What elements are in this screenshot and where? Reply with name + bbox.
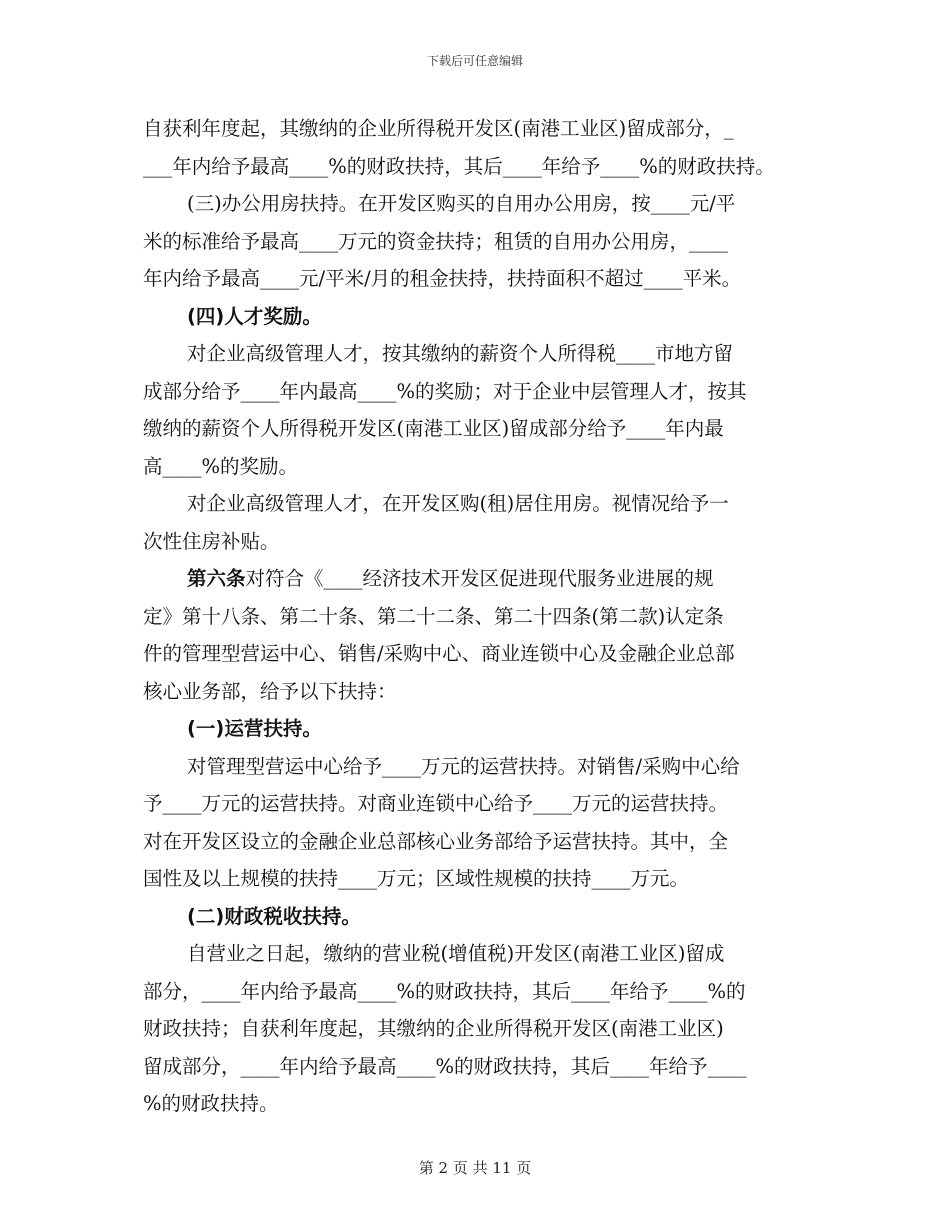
body-line-3: (三)办公用房扶持。在开发区购买的自用办公用房，按____元/平 bbox=[187, 192, 736, 215]
body-line-13: 对符合《____经济技术开发区促进现代服务业进展的规 bbox=[245, 567, 714, 590]
body-line-18: 对管理型营运中心给予____万元的运营扶持。对销售/采购中心给 bbox=[187, 754, 740, 778]
body-line-5: 年内给予最高____元/平米/月的租金扶持，扶持面积不超过____平米。 bbox=[143, 267, 742, 290]
body-line-11: 对企业高级管理人才，在开发区购(租)居住用房。视情况给予一 bbox=[187, 492, 729, 515]
article-6-label: 第六条 bbox=[187, 567, 246, 590]
body-line-4: 米的标准给予最高____万元的资金扶持；租赁的自用办公用房，____ bbox=[143, 229, 729, 253]
document-body bbox=[143, 110, 813, 1123]
article-6-line bbox=[143, 560, 813, 598]
body-line-14: 定》第十八条、第二十条、第二十二条、第二十四条(第二款)认定条 bbox=[143, 604, 724, 628]
body-line-12: 次性住房补贴。 bbox=[143, 529, 280, 553]
page-number: 第 2 页 共 11 页 bbox=[418, 1159, 532, 1177]
body-line-20: 对在开发区设立的金融企业总部核心业务部给予运营扶持。其中，全 bbox=[143, 829, 729, 853]
body-line-25: 财政扶持；自获利年度起，其缴纳的企业所得税开发区(南港工业区) bbox=[143, 1017, 724, 1040]
body-line-9: 缴纳的薪资个人所得税开发区(南港工业区)留成部分给予____年内最 bbox=[143, 417, 724, 440]
body-line-24: 部分，____年内给予最高____%的财政扶持，其后____年给予____%的 bbox=[143, 979, 746, 1003]
body-line-19: 予____万元的运营扶持。对商业连锁中心给予____万元的运营扶持。 bbox=[143, 792, 729, 815]
header-note: 下载后可任意编辑 bbox=[426, 54, 523, 68]
section-heading-talent: (四)人才奖励。 bbox=[187, 304, 322, 328]
section-heading-fiscal: (二)财政税收扶持。 bbox=[187, 904, 361, 928]
body-line-27: %的财政扶持。 bbox=[143, 1092, 279, 1115]
body-line-26: 留成部分，____年内给予最高____%的财政扶持，其后____年给予____ bbox=[143, 1054, 747, 1078]
body-line-1: 自获利年度起，其缴纳的企业所得税开发区(南港工业区)留成部分，_ bbox=[143, 117, 734, 140]
body-line-2: ___年内给予最高____%的财政扶持，其后____年给予____%的财政扶持。 bbox=[143, 154, 775, 178]
body-line-7: 对企业高级管理人才，按其缴纳的薪资个人所得税____市地方留 bbox=[187, 342, 734, 365]
section-heading-operations: (一)运营扶持。 bbox=[187, 717, 322, 740]
body-line-23: 自营业之日起，缴纳的营业税(增值税)开发区(南港工业区)留成 bbox=[187, 942, 725, 965]
body-line-21: 国性及以上规模的扶持____万元；区域性规模的扶持____万元。 bbox=[143, 867, 690, 890]
body-line-15: 件的管理型营运中心、销售/采购中心、商业连锁中心及金融企业总部 bbox=[143, 642, 735, 665]
body-line-16: 核心业务部，给予以下扶持： bbox=[143, 679, 397, 703]
body-line-10: 高____%的奖励。 bbox=[143, 454, 299, 478]
body-line-8: 成部分给予____年内最高____%的奖励；对于企业中层管理人才，按其 bbox=[143, 379, 747, 403]
